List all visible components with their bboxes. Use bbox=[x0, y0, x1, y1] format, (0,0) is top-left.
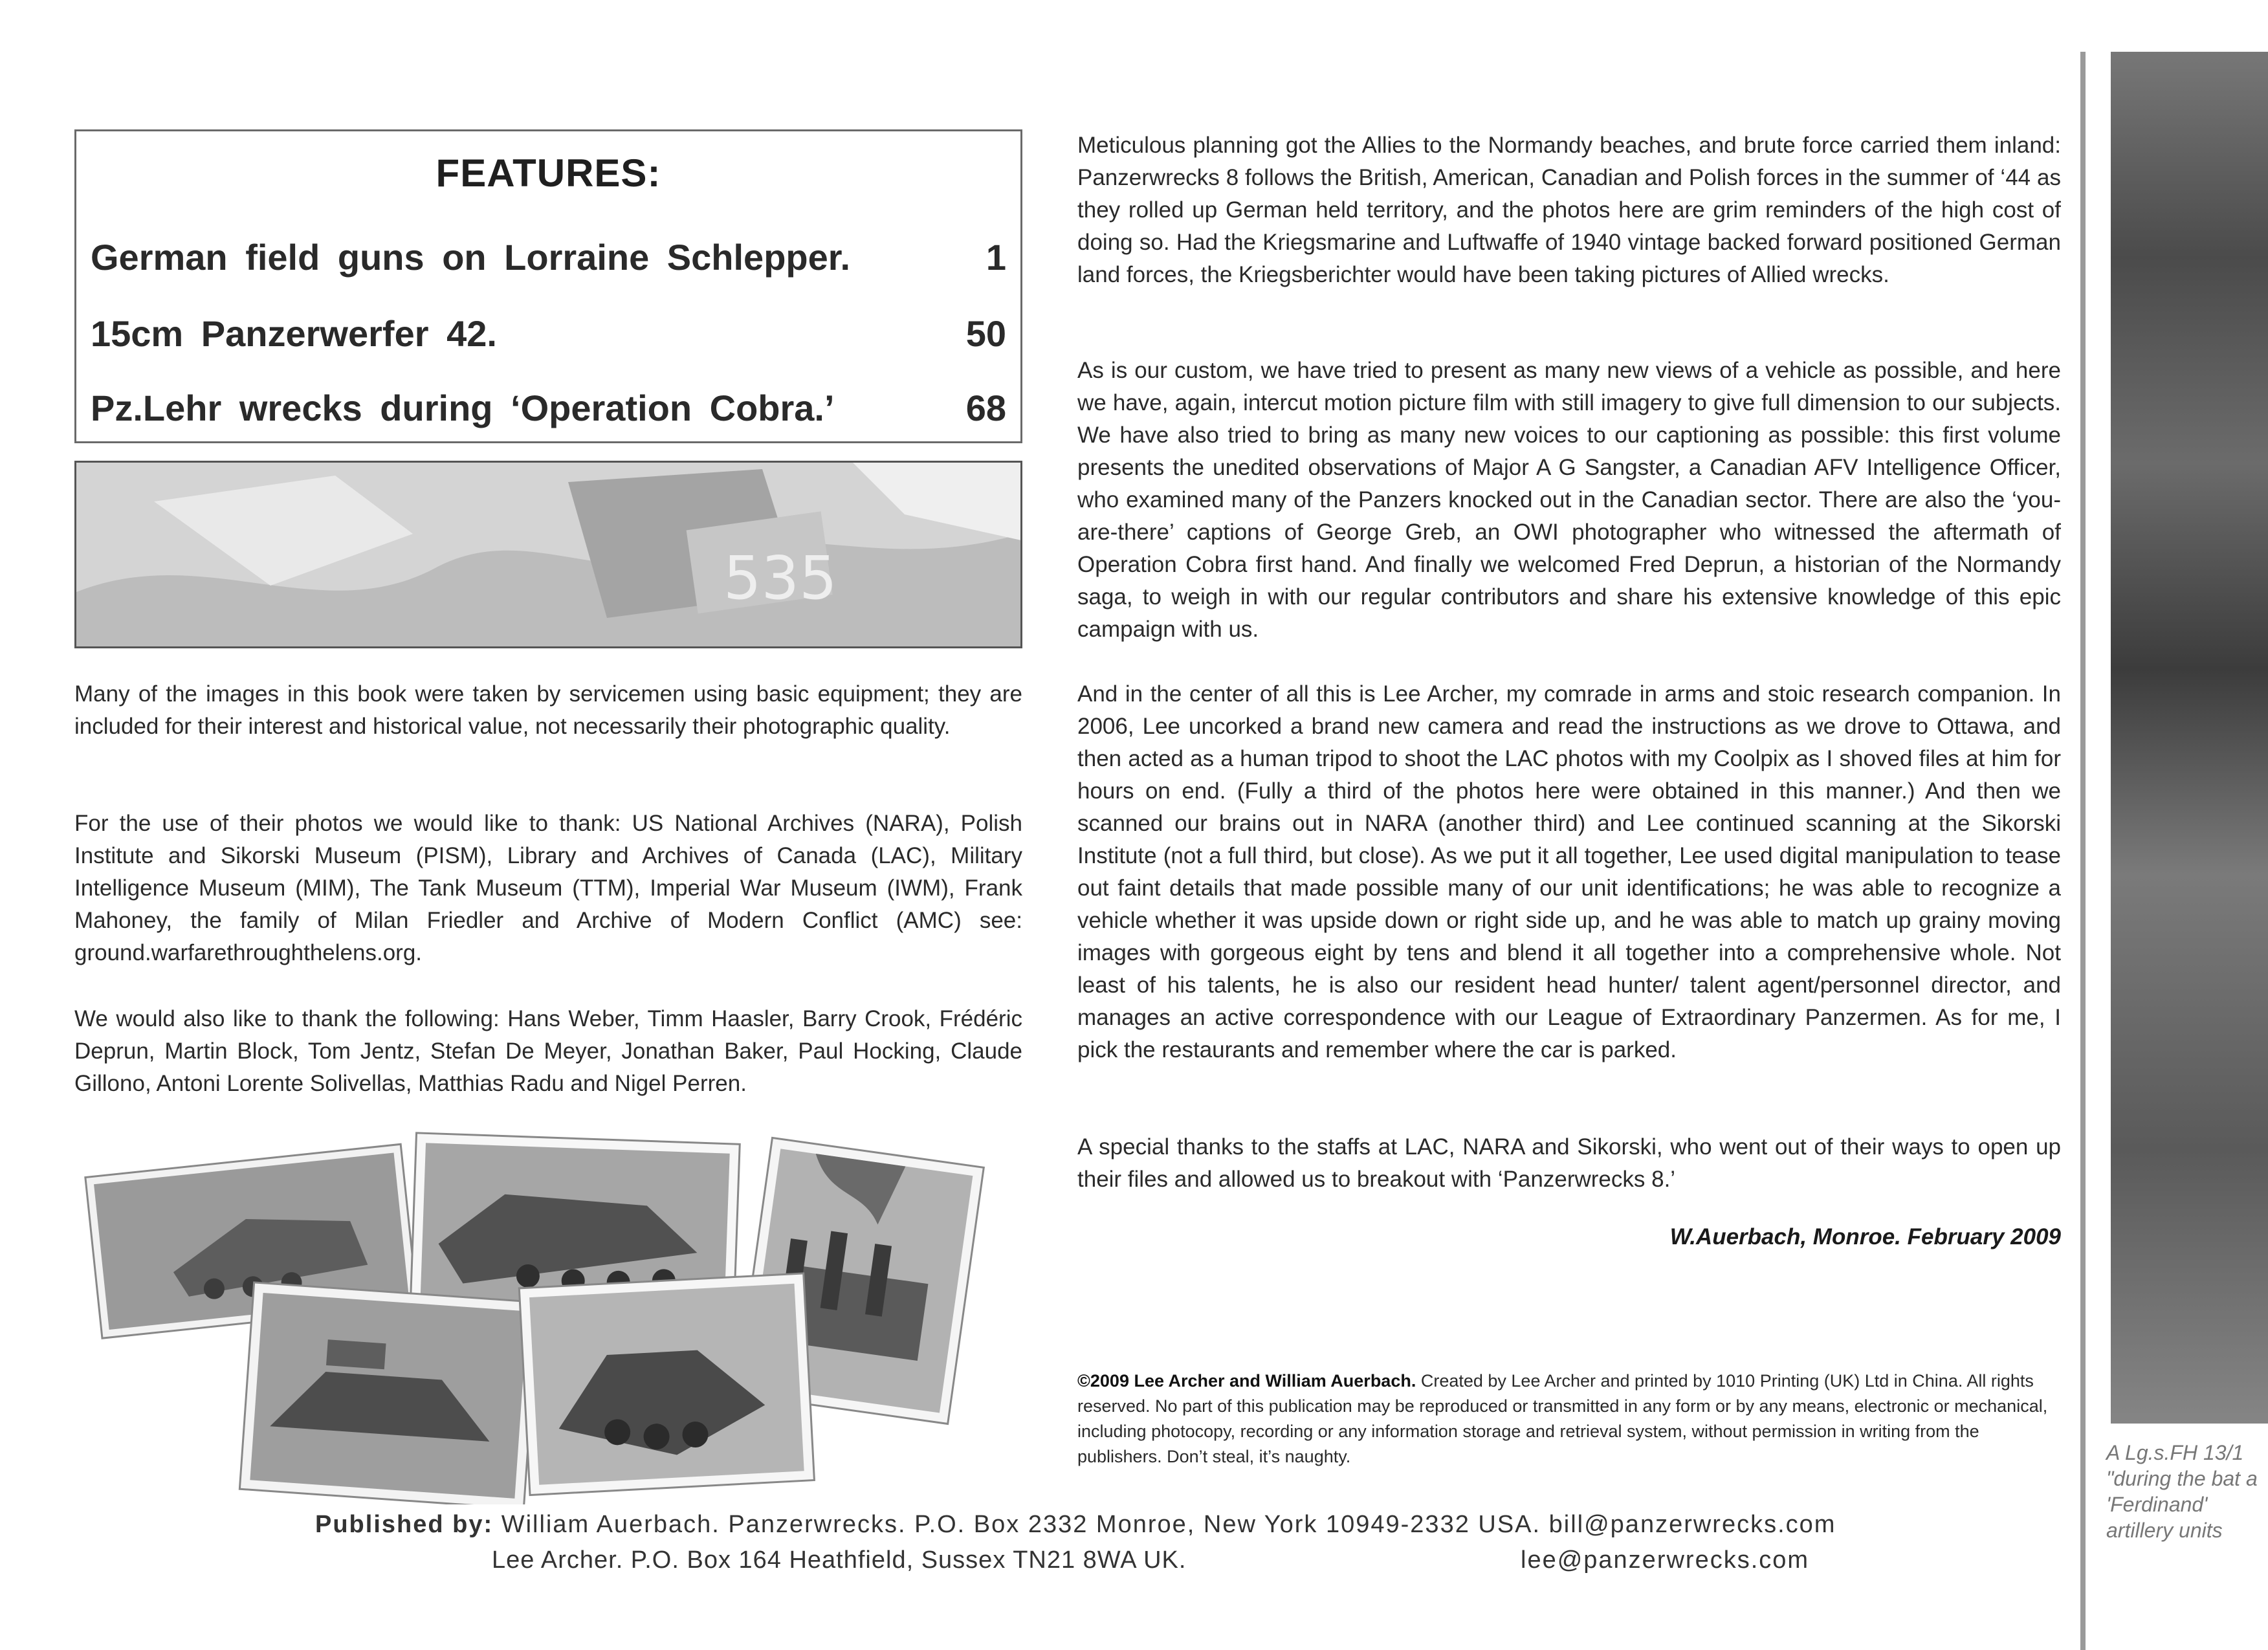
left-thanks: We would also like to thank the following: Hans Weber, Timm Haasler, Barry Crook, Frédéric Deprun, Martin Block, Tom Jentz, Stefan De Meyer, Jonathan Baker, Paul Hocking, Claude Gillono, Antoni Lorente Solivellas, Matthias Radu and Nigel Perren. bbox=[74, 1006, 1022, 1096]
feature-label: 15cm Panzerwerfer 42. bbox=[91, 313, 497, 354]
page-gutter bbox=[2080, 52, 2086, 1650]
publisher-address-1: William Auerbach. Panzerwrecks. P.O. Box 2332 Monroe, New York 10949-2332 USA. bill@panzerwrecks.com bbox=[493, 1511, 1836, 1538]
feature-item bbox=[91, 387, 1006, 439]
collage-photo bbox=[239, 1282, 538, 1504]
feature-page: 1 bbox=[985, 237, 1006, 278]
features-title: FEATURES: bbox=[435, 151, 661, 195]
feature-page: 68 bbox=[965, 388, 1006, 428]
published-by-line bbox=[315, 1511, 1836, 1539]
feature-label: German field guns on Lorraine Schlepper. bbox=[91, 237, 851, 278]
feature-item bbox=[91, 236, 1006, 288]
copyright-holders: ©2009 Lee Archer and William Auerbach. bbox=[1077, 1371, 1416, 1391]
intro-paragraph: Meticulous planning got the Allies to the Normandy beaches, and brute force carried them inland: Panzerwrecks 8 follows the British, American, Canadian and Polish forces in the summer of ‘44 as they rolled up German held territory, and the photos here are grim reminders of the high cost of doing so. Had the Kriegsmarine and Luftwaffe of 1940 vintage backed forward positioned German land forces, the Kriegsberichter would have been taking pictures of Allied wrecks. bbox=[1077, 133, 2061, 287]
adjacent-page-photo bbox=[2111, 52, 2268, 1424]
left-acknowledgements: For the use of their photos we would like to thank: US National Archives (NARA), Polish Institute and Sikorski Museum (PISM), Library and Archives of Canada (LAC), Military Intelligence Museum (MIM), The Tank Museum (TTM), Imperial War Museum (IWM), Frank Mahoney, the family of Milan Friedler and Archive of Modern Conflict (AMC) see: ground.warfarethroughthelens.org. bbox=[74, 811, 1022, 965]
banner-photo bbox=[74, 461, 1022, 648]
photo-collage bbox=[78, 1123, 1022, 1504]
banner-photo-art bbox=[76, 463, 1021, 647]
banner-number: 535 bbox=[723, 544, 837, 613]
feature-item bbox=[91, 313, 1006, 364]
signoff: W.Auerbach, Monroe. February 2009 bbox=[1669, 1224, 2061, 1249]
feature-page: 50 bbox=[965, 313, 1006, 354]
publisher-email-2: lee@panzerwrecks.com bbox=[1521, 1546, 1810, 1574]
features-box bbox=[74, 129, 1022, 443]
adjacent-page-caption: A Lg.s.FH 13/1 "during the bat a 'Ferdinand' artillery units bbox=[2106, 1441, 2258, 1542]
collage-photo bbox=[519, 1273, 814, 1495]
custom-paragraph: As is our custom, we have tried to present as many new views of a vehicle as possible, and here we have, again, intercut motion picture film with still imagery to give full dimension to our subjects. We have also tried to bring as many new voices to our captioning as possible: this first volume presents the unedited observations of Major A G Sangster, a Canadian AFV Intelligence Officer, who examined many of the Panzers knocked out in the Canadian sector. There are also the ‘you-are-there’ captions of George Greb, an OWI photographer who witnessed the aftermath of Operation Cobra first hand. And finally we welcomed Fred Deprun, a historian of the Normandy saga, to weigh in with our regular contributors and share his extensive knowledge of this epic campaign with us. bbox=[1077, 358, 2061, 642]
published-by-label: Published by: bbox=[315, 1511, 494, 1538]
publisher-address-2: Lee Archer. P.O. Box 164 Heathfield, Sussex TN21 8WA UK. bbox=[492, 1546, 1187, 1574]
left-note-photos: Many of the images in this book were taken by servicemen using basic equipment; they are included for their interest and historical value, not necessarily their photographic quality. bbox=[74, 681, 1022, 739]
copyright-notice bbox=[1077, 1369, 2061, 1469]
copyright-text: Created by Lee Archer and printed by 1010 Printing (UK) Ltd in China. All rights reserved. No part of this publication may be reproduced or transmitted in any form or by any means, electronic or mechanical, including photocopy, recording or any information storage and retrieval system, without permission in writing from the publishers. Don’t steal, it’s naughty. bbox=[1077, 1371, 2048, 1466]
special-thanks-paragraph: A special thanks to the staffs at LAC, NARA and Sikorski, who went out of their ways to open up their files and allowed us to breakout with ‘Panzerwrecks 8.’ bbox=[1077, 1134, 2061, 1192]
lee-archer-paragraph: And in the center of all this is Lee Archer, my comrade in arms and stoic research companion. In 2006, Lee uncorked a brand new camera and read the instructions as we drove to Ottawa, and then acted as a human tripod to shoot the LAC photos with my Coolpix as I shoved files at him for hours on end. (Fully a third of the photos here were obtained in this manner.) And then we scanned our brains out in NARA (another third) and Lee continued scanning at the Sikorski Institute (not a full third, but close). As we put it all together, Lee used digital manipulation to tease out faint details that made possible many of our unit identifications; he was able to recognize a vehicle whether it was upside down or right side up, and he was able to match up grainy moving images with gorgeous eight by tens and blend it all together into a comprehensive whole. Not least of his talents, he is also our resident head hunter/ talent agent/personnel director, and manages an active correspondence with our League of Extraordinary Panzermen. As for me, I pick the restaurants and remember where the car is parked. bbox=[1077, 681, 2061, 1062]
feature-label: Pz.Lehr wrecks during ‘Operation Cobra.’ bbox=[91, 388, 835, 428]
